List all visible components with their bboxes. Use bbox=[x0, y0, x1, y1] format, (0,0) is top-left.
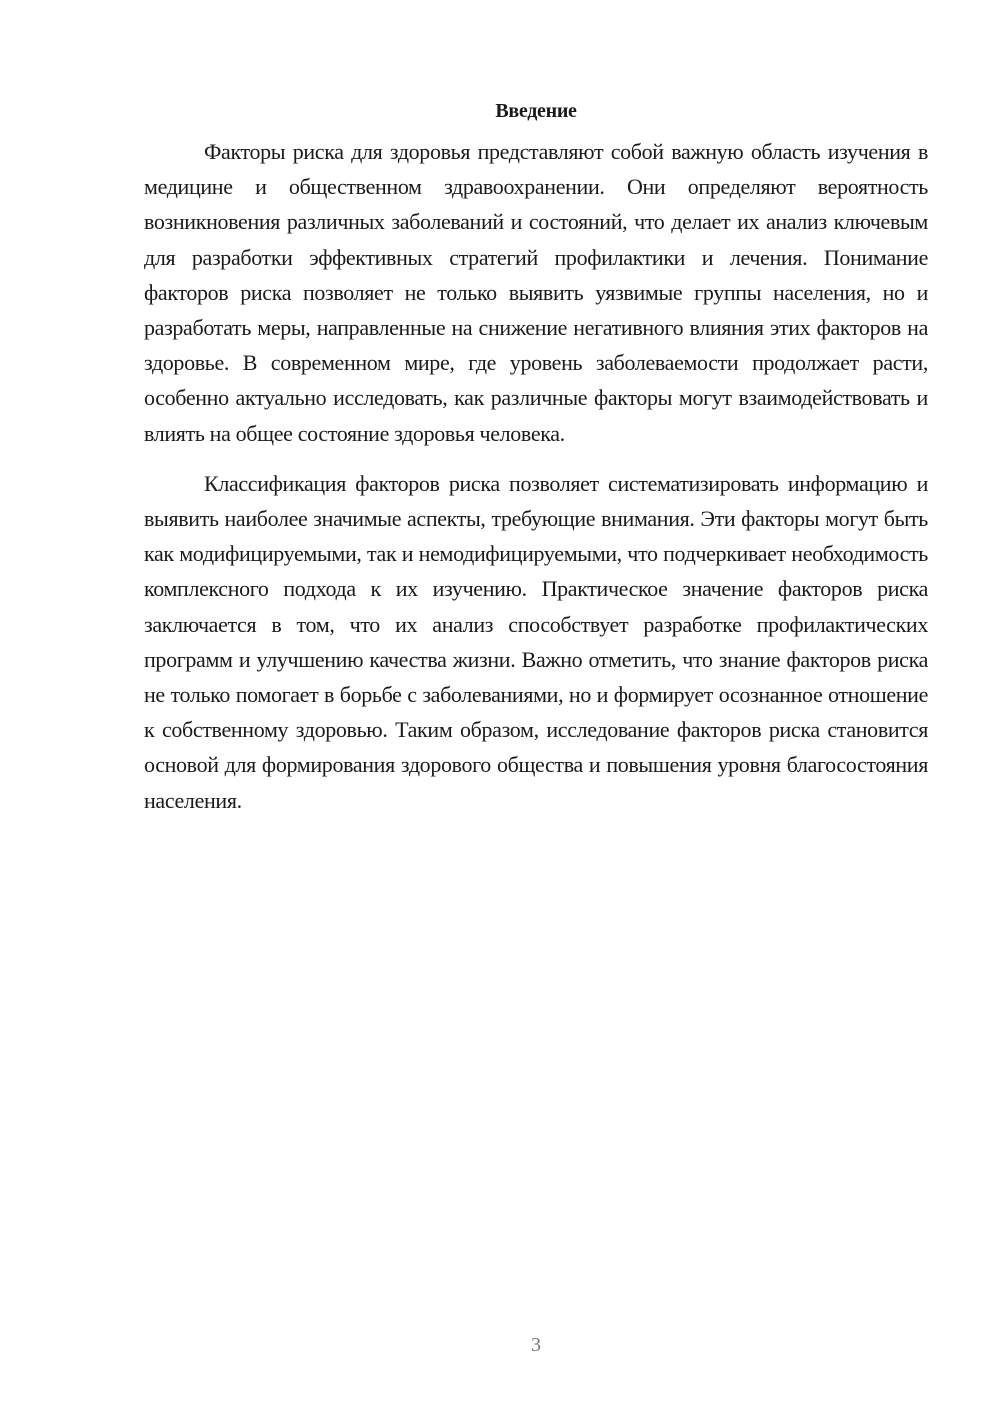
paragraph-classification: Классификация факторов риска позволяет систематизировать информацию и выявить наиболее значимые аспекты, требующие внимания. Эти факторы могут быть как модифицируемыми, так и немодифицируемыми, что подчеркивает необходимость комплексного подхода к их изучению. Практическое значение факторов риска заключается в том, что их анализ способствует разработке профилактических программ и улучшению качества жизни. Важно отметить, что знание факторов риска не только помогает в борьбе с заболеваниями, но и формирует осознанное отношение к собственному здоровью. Таким образом, исследование факторов риска становится основой для формирования здорового общества и повышения уровня благосостояния населения. bbox=[144, 470, 928, 813]
page-number: 3 bbox=[531, 1334, 541, 1356]
section-heading: Введение bbox=[495, 100, 577, 122]
paragraph-intro: Факторы риска для здоровья представляют собой важную область изучения в медицине и общественном здравоохранении. Они определяют вероятность возникновения различных заболеваний и состояний, что делает их анализ ключевым для разработки эффективных стратегий профилактики и лечения. Понимание факторов риска позволяет не только выявить уязвимые группы населения, но и разработать меры, направленные на снижение негативного влияния этих факторов на здоровье. В современном мире, где уровень заболеваемости продолжает расти, особенно актуально исследовать, как различные факторы могут взаимодействовать и влиять на общее состояние здоровья человека. bbox=[144, 139, 928, 446]
page-content bbox=[144, 96, 928, 818]
